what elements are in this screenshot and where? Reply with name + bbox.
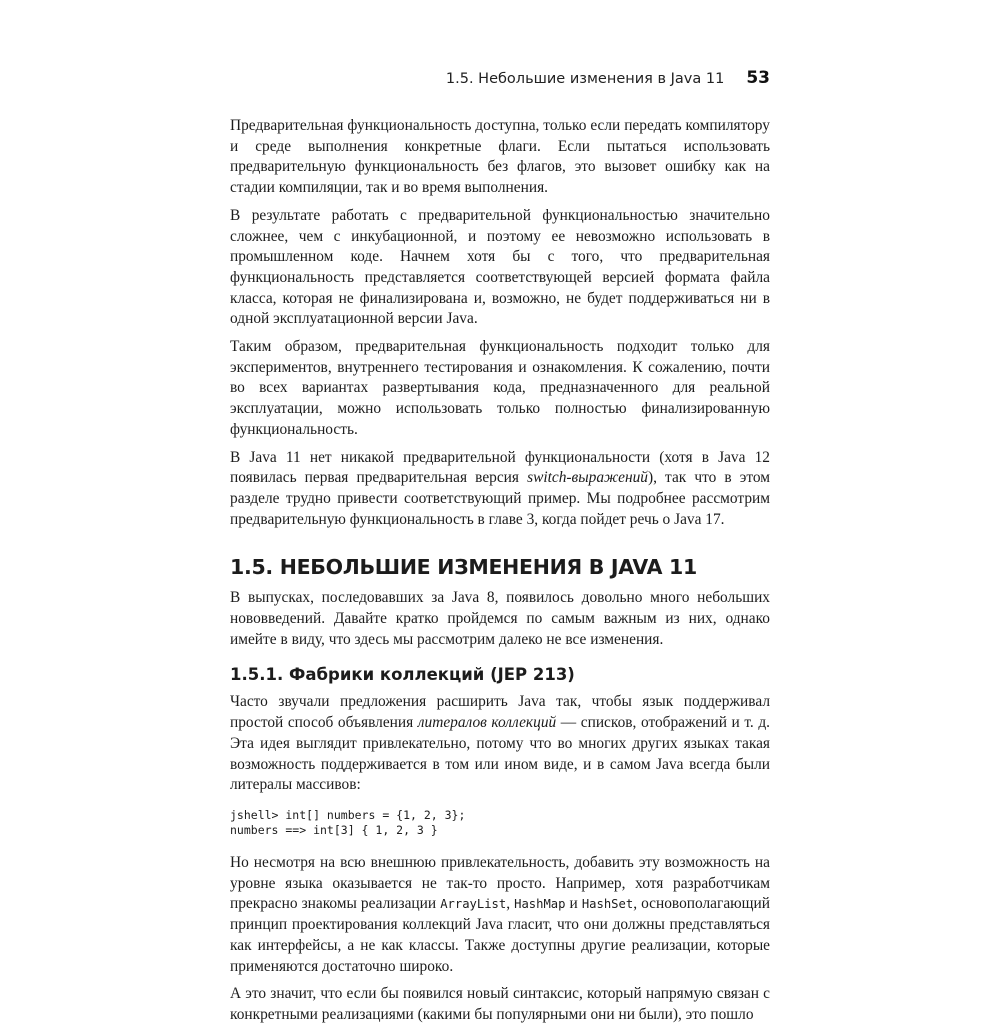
text-run: , (506, 895, 515, 913)
emphasis-switch-expressions: switch-выражений (527, 469, 649, 487)
code-line: jshell> int[] numbers = {1, 2, 3}; (230, 807, 466, 822)
section-heading: 1.5. НЕБОЛЬШИЕ ИЗМЕНЕНИЯ В JAVA 11 (230, 555, 697, 580)
text-run: ), так что в этом разделе трудно привести соответствующий пример. Мы подробнее рассмотрим предварительную функциональность в главе 3, когда пойдет речь о Java 17. (230, 469, 770, 528)
paragraph-preview-complexity: В результате работать с предварительной функциональностью значительно сложнее, чем с инкубационной, и поэтому ее невозможно использовать в промышленном коде. Начнем хотя бы с того, что предварительная функциональность представляется соответствующей версией формата файла класса, которая не финализирована и, возможно, не будет поддерживаться ни в одной эксплуатационной версии Java. (230, 206, 770, 328)
code-line: numbers ==> int[3] { 1, 2, 3 } (230, 822, 438, 837)
page-number: 53 (746, 68, 770, 88)
paragraph-section-intro: В выпусках, последовавших за Java 8, появилось довольно много небольших нововведений. Давайте кратко пройдемся по самым важным из них, однако имейте в виду, что здесь мы рассмотрим далеко не все изменения. (230, 589, 770, 648)
text-run: — списков, отображений и т. д. Эта идея выглядит привлекательно, потому что во многих других языках такая возможность поддерживается в том или ином виде, и в самом Java всегда были литералы массивов: (230, 714, 770, 794)
text-run: В Java 11 нет никакой предварительной функциональности (хотя в Java 12 появилась первая предварительная версия (230, 448, 770, 487)
text-run: Но несмотря на всю внешнюю привлекательность, добавить эту возможность на уровне языка оказывается не так-то просто. Например, хотя разработчикам прекрасно знакомы реализации (230, 853, 770, 913)
code-listing (230, 808, 770, 838)
paragraph-preview-usage: Таким образом, предварительная функциональность подходит только для экспериментов, внутреннего тестирования и ознакомления. К сожалению, почти во всех вариантах развертывания кода, предназначенного для реальной эксплуатации, можно использовать только полностью финализированную функциональность. (230, 338, 770, 438)
paragraph-preview-flags: Предварительная функциональность доступна, только если передать компилятору и среде выполнения конкретные флаги. Если пытаться использовать предварительную функциональность без флагов, это вызовет ошибку как на стадии компиляции, так и во время выполнения. (230, 117, 770, 197)
code-arraylist: ArrayList (440, 897, 507, 912)
code-hashmap: HashMap (514, 897, 566, 912)
subsection-heading: 1.5.1. Фабрики коллекций (JEP 213) (230, 665, 575, 685)
running-title: 1.5. Небольшие изменения в Java 11 (445, 71, 725, 87)
paragraph-implementations (230, 853, 770, 977)
paragraph-collection-literals (230, 692, 770, 796)
paragraph-new-syntax: А это значит, что если бы появился новый синтаксис, который напрямую связан с конкретными реализациями (какими бы популярными они ни были), это пошло (230, 985, 770, 1023)
emphasis-collection-literals: литералов коллекций (417, 714, 557, 732)
paragraph-java11-preview (230, 448, 770, 531)
text-run: Часто звучали предложения расширить Java так, чтобы язык поддерживал простой способ объявления (230, 693, 770, 732)
text-run: и (565, 895, 582, 913)
text-run: , основополагающий принцип проектирования коллекций Java гласит, что они должны представляться как интерфейсы, а не как классы. Также доступны другие реализации, которые применяются достаточно широко. (230, 895, 770, 975)
running-header (230, 68, 770, 94)
page-body (230, 116, 770, 1033)
code-hashset: HashSet (581, 897, 634, 912)
